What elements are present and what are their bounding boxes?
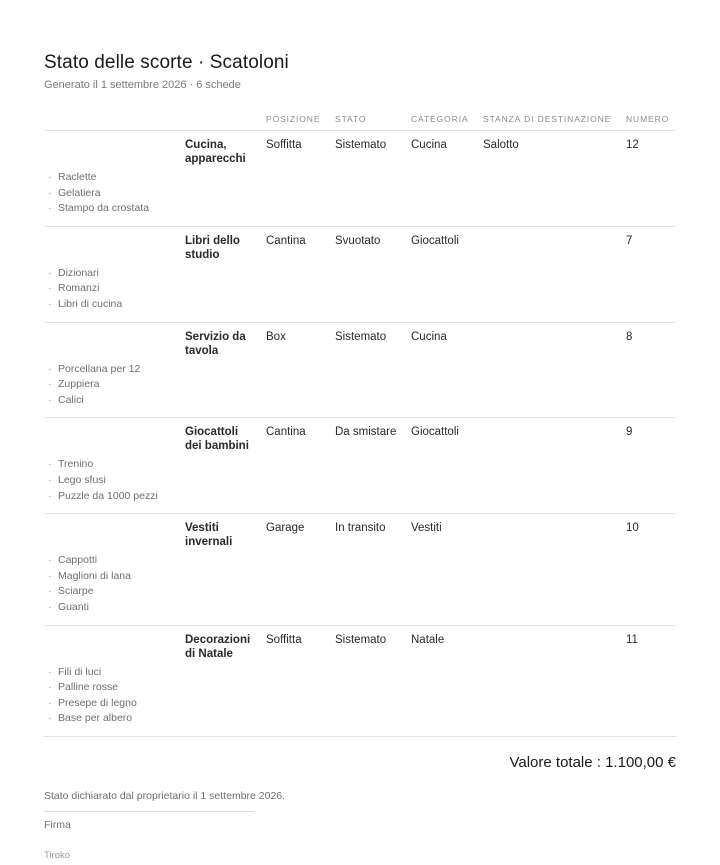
content-item: [44, 665, 185, 681]
column-header-categoria: CATEGORIA: [411, 106, 483, 131]
content-item: [44, 696, 185, 712]
table-header-row: [44, 106, 676, 131]
owner-declaration: Stato dichiarato dal proprietario il 1 settembre 2026.: [44, 789, 286, 802]
content-item: [44, 680, 185, 696]
column-header-stato: STATO: [335, 106, 411, 131]
content-item: [44, 584, 185, 600]
cell-stato: Da smistare: [335, 418, 411, 514]
table-row: [44, 131, 676, 227]
table-row: [44, 322, 676, 418]
cell-categoria: Natale: [411, 625, 483, 736]
content-item: [44, 201, 185, 217]
content-item: [44, 170, 185, 186]
content-item-label: Fili di luci: [58, 665, 102, 678]
cell-posizione: Soffitta: [266, 625, 335, 736]
content-item-label: Porcellana per 12: [58, 362, 141, 375]
box-name: Libri dello studio: [185, 226, 266, 322]
cell-numero: 7: [626, 226, 676, 322]
box-contents: [44, 322, 185, 418]
content-item: [44, 266, 185, 282]
content-item-label: Trenino: [58, 458, 94, 471]
total-value: Valore totale : 1.100,00 €: [509, 753, 676, 771]
cell-posizione: Cantina: [266, 418, 335, 514]
content-item-label: Guanti: [58, 600, 89, 613]
cell-categoria: Cucina: [411, 322, 483, 418]
content-item: [44, 297, 185, 313]
cell-stanza: [483, 625, 626, 736]
column-header-posizione: POSIZIONE: [266, 106, 335, 131]
content-item: [44, 362, 185, 378]
content-item: [44, 377, 185, 393]
column-header-name: [185, 106, 266, 131]
box-contents: [44, 226, 185, 322]
content-item-label: Base per albero: [58, 712, 133, 725]
cell-stato: Sistemato: [335, 131, 411, 227]
cell-numero: 12: [626, 131, 676, 227]
content-item: [44, 489, 185, 505]
content-item-label: Stampo da crostata: [58, 202, 150, 215]
cell-categoria: Cucina: [411, 131, 483, 227]
cell-stato: In transito: [335, 514, 411, 625]
content-item: [44, 569, 185, 585]
table-row: [44, 514, 676, 625]
box-contents: [44, 131, 185, 227]
cell-stato: Sistemato: [335, 322, 411, 418]
content-item: [44, 393, 185, 409]
cell-stato: Svuotato: [335, 226, 411, 322]
content-item-label: Zuppiera: [58, 378, 100, 391]
content-item-label: Libri di cucina: [58, 297, 123, 310]
cell-categoria: Giocattoli: [411, 226, 483, 322]
cell-categoria: Giocattoli: [411, 418, 483, 514]
content-item: [44, 457, 185, 473]
table-row: [44, 625, 676, 736]
cell-numero: 11: [626, 625, 676, 736]
content-item: [44, 711, 185, 727]
cell-posizione: Cantina: [266, 226, 335, 322]
column-header-numero: NUMERO: [626, 106, 676, 131]
content-item-label: Romanzi: [58, 282, 100, 295]
box-name: Vestiti invernali: [185, 514, 266, 625]
content-item: [44, 600, 185, 616]
table-row: [44, 226, 676, 322]
content-item-label: Presepe di legno: [58, 696, 137, 709]
cell-posizione: Soffitta: [266, 131, 335, 227]
footer-brand: Tiroko: [44, 849, 71, 861]
cell-posizione: Garage: [266, 514, 335, 625]
content-item: [44, 281, 185, 297]
signature-label: Firma: [44, 818, 71, 831]
cell-stanza: [483, 226, 626, 322]
box-name: Cucina, apparecchi: [185, 131, 266, 227]
cell-numero: 8: [626, 322, 676, 418]
table-row: [44, 418, 676, 514]
content-item-label: Puzzle da 1000 pezzi: [58, 489, 158, 502]
cell-stanza: Salotto: [483, 131, 626, 227]
inventory-table: [44, 106, 676, 737]
content-item-label: Dizionari: [58, 266, 99, 279]
cell-numero: 9: [626, 418, 676, 514]
content-item: [44, 186, 185, 202]
cell-stanza: [483, 418, 626, 514]
content-item-label: Sciarpe: [58, 585, 94, 598]
content-item: [44, 473, 185, 489]
inventory-document: [44, 50, 676, 862]
box-contents: [44, 625, 185, 736]
box-name: Decorazioni di Natale: [185, 625, 266, 736]
cell-stanza: [483, 514, 626, 625]
box-contents: [44, 418, 185, 514]
signature-line: [44, 811, 254, 812]
cell-categoria: Vestiti: [411, 514, 483, 625]
column-header-items: [44, 106, 185, 131]
cell-stanza: [483, 322, 626, 418]
cell-stato: Sistemato: [335, 625, 411, 736]
cell-numero: 10: [626, 514, 676, 625]
content-item-label: Raclette: [58, 171, 97, 183]
box-contents: [44, 514, 185, 625]
page-subtitle: Generato il 1 settembre 2026 · 6 schede: [44, 79, 241, 91]
content-item-label: Cappotti: [58, 554, 98, 567]
box-name: Servizio da tavola: [185, 322, 266, 418]
content-item-label: Palline rosse: [58, 681, 119, 694]
content-item: [44, 553, 185, 569]
box-name: Giocattoli dei bambini: [185, 418, 266, 514]
content-item-label: Calici: [58, 393, 84, 406]
column-header-stanza: STANZA DI DESTINAZIONE: [483, 106, 626, 131]
cell-posizione: Box: [266, 322, 335, 418]
page-title: Stato delle scorte · Scatoloni: [44, 52, 289, 73]
content-item-label: Lego sfusi: [58, 473, 106, 486]
content-item-label: Maglioni di lana: [58, 569, 131, 582]
content-item-label: Gelatiera: [58, 186, 101, 199]
